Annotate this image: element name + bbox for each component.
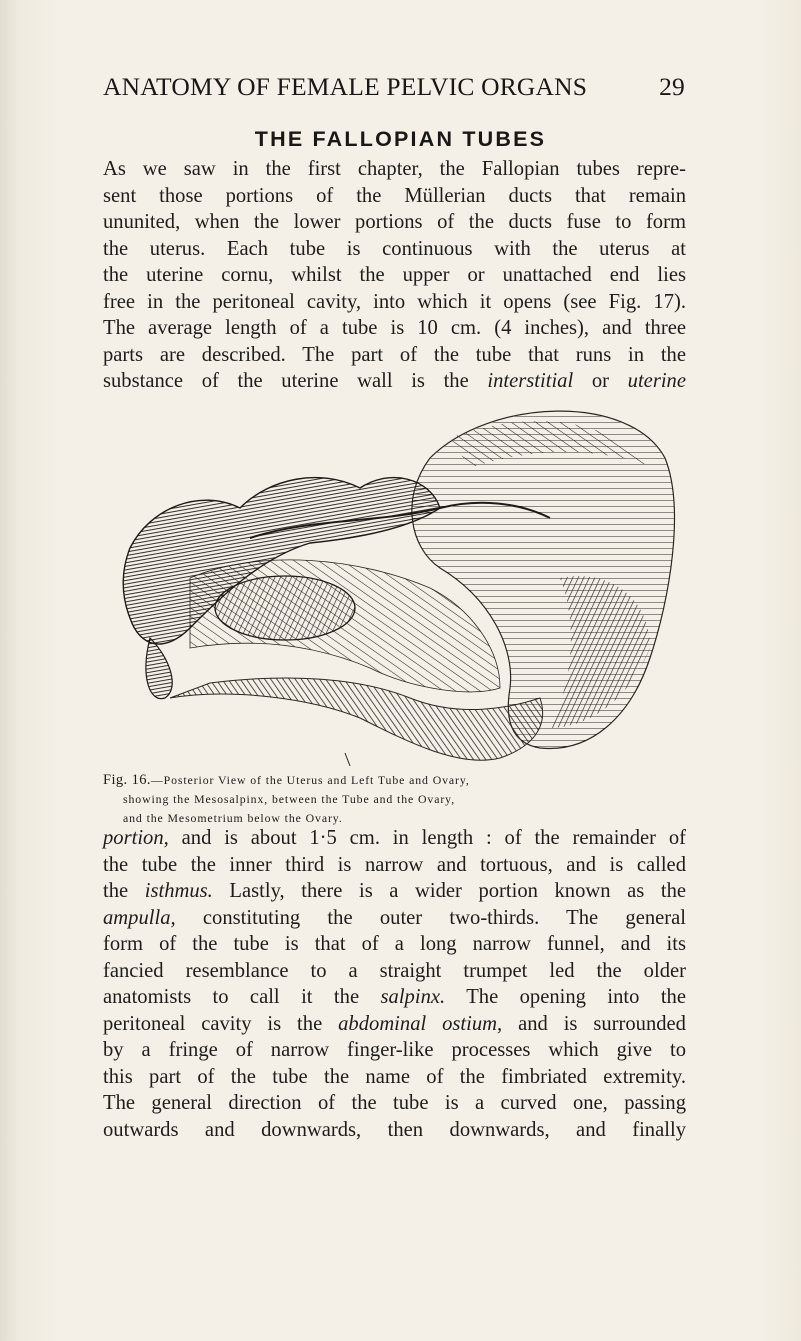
caption-line [103,790,687,809]
paragraph-continuation [103,825,686,1143]
text-line [103,905,686,932]
text-line: free in the peritoneal cavity, into which it opens (see Fig. 17). [103,290,686,313]
text-line: form of the tube is that of a long narrow funnel, and its [103,933,686,955]
text-line: the uterine cornu, whilst the upper or unattached end lies [103,264,686,286]
caption-fig-label: Fig. 16. [103,772,151,788]
text-line: sent those portions of the Müllerian ducts that remain [103,184,686,207]
text-run: substance of the uterine wall is the [103,370,488,392]
caption-text: and the Mesometrium below the Ovary. [123,811,343,825]
text-line [103,984,686,1011]
page-number: 29 [659,72,685,101]
caption-line [103,771,687,790]
term-isthmus: isthmus. [144,880,213,902]
text-line: this part of the tube the name of the fimbriated extremity. [103,1065,686,1088]
text-line: The general direction of the tube is a curved one, passing [103,1092,686,1114]
text-line: outwards and downwards, then downwards, and finally [103,1118,686,1141]
term-salpinx: salpinx. [380,986,446,1008]
text-line [103,878,686,905]
term-ampulla: ampulla, [103,906,176,929]
anatomical-illustration [110,398,680,768]
text-run: peritoneal cavity is the [103,1012,339,1035]
text-run: and is about 1·5 cm. in length : of the remainder of [168,827,686,849]
text-run: anatomists to call it the [103,986,381,1008]
text-line [103,368,686,395]
text-line: The average length of a tube is 10 cm. (4 inches), and three [103,317,686,339]
term-portion: portion, [103,827,169,849]
term-interstitial: interstitial [487,370,574,392]
uterus-tube-ovary-engraving [110,398,680,768]
text-line [103,825,686,852]
text-line: fancied resemblance to a straight trumpet led the older [103,959,686,982]
running-header [103,72,685,108]
text-line: ununited, when the lower portions of the ducts fuse to form [103,211,686,233]
ovary-shape [215,576,355,640]
text-line: As we saw in the first chapter, the Fallopian tubes repre- [103,158,686,180]
paragraph-intro [103,156,686,395]
text-line: parts are described. The part of the tube that runs in the [103,343,686,366]
text-run: Lastly, there is a wider portion known as the [212,880,687,902]
caption-text: —Posterior View of the Uterus and Left Tube and Ovary, [150,773,470,787]
text-line [103,1011,686,1038]
text-line: the tube the inner third is narrow and tortuous, and is called [103,853,686,876]
text-run: The opening into the [445,986,686,1008]
text-run: the [103,880,145,902]
text-run: or [573,370,628,392]
text-line: by a fringe of narrow finger-like processes which give to [103,1039,686,1061]
text-line: the uterus. Each tube is continuous with the uterus at [103,237,686,260]
section-title: THE FALLOPIAN TUBES [254,127,547,151]
term-uterine: uterine [627,370,686,392]
caption-text: showing the Mesosalpinx, between the Tube and the Ovary, [123,792,456,806]
term-abdominal-ostium: abdominal ostium, [338,1012,503,1035]
figure-caption [103,771,687,828]
uterus-shape [412,411,675,748]
running-title: ANATOMY OF FEMALE PELVIC ORGANS [103,72,588,101]
text-run: and is surrounded [502,1012,686,1035]
text-run: constituting the outer two-thirds. The general [175,906,686,929]
